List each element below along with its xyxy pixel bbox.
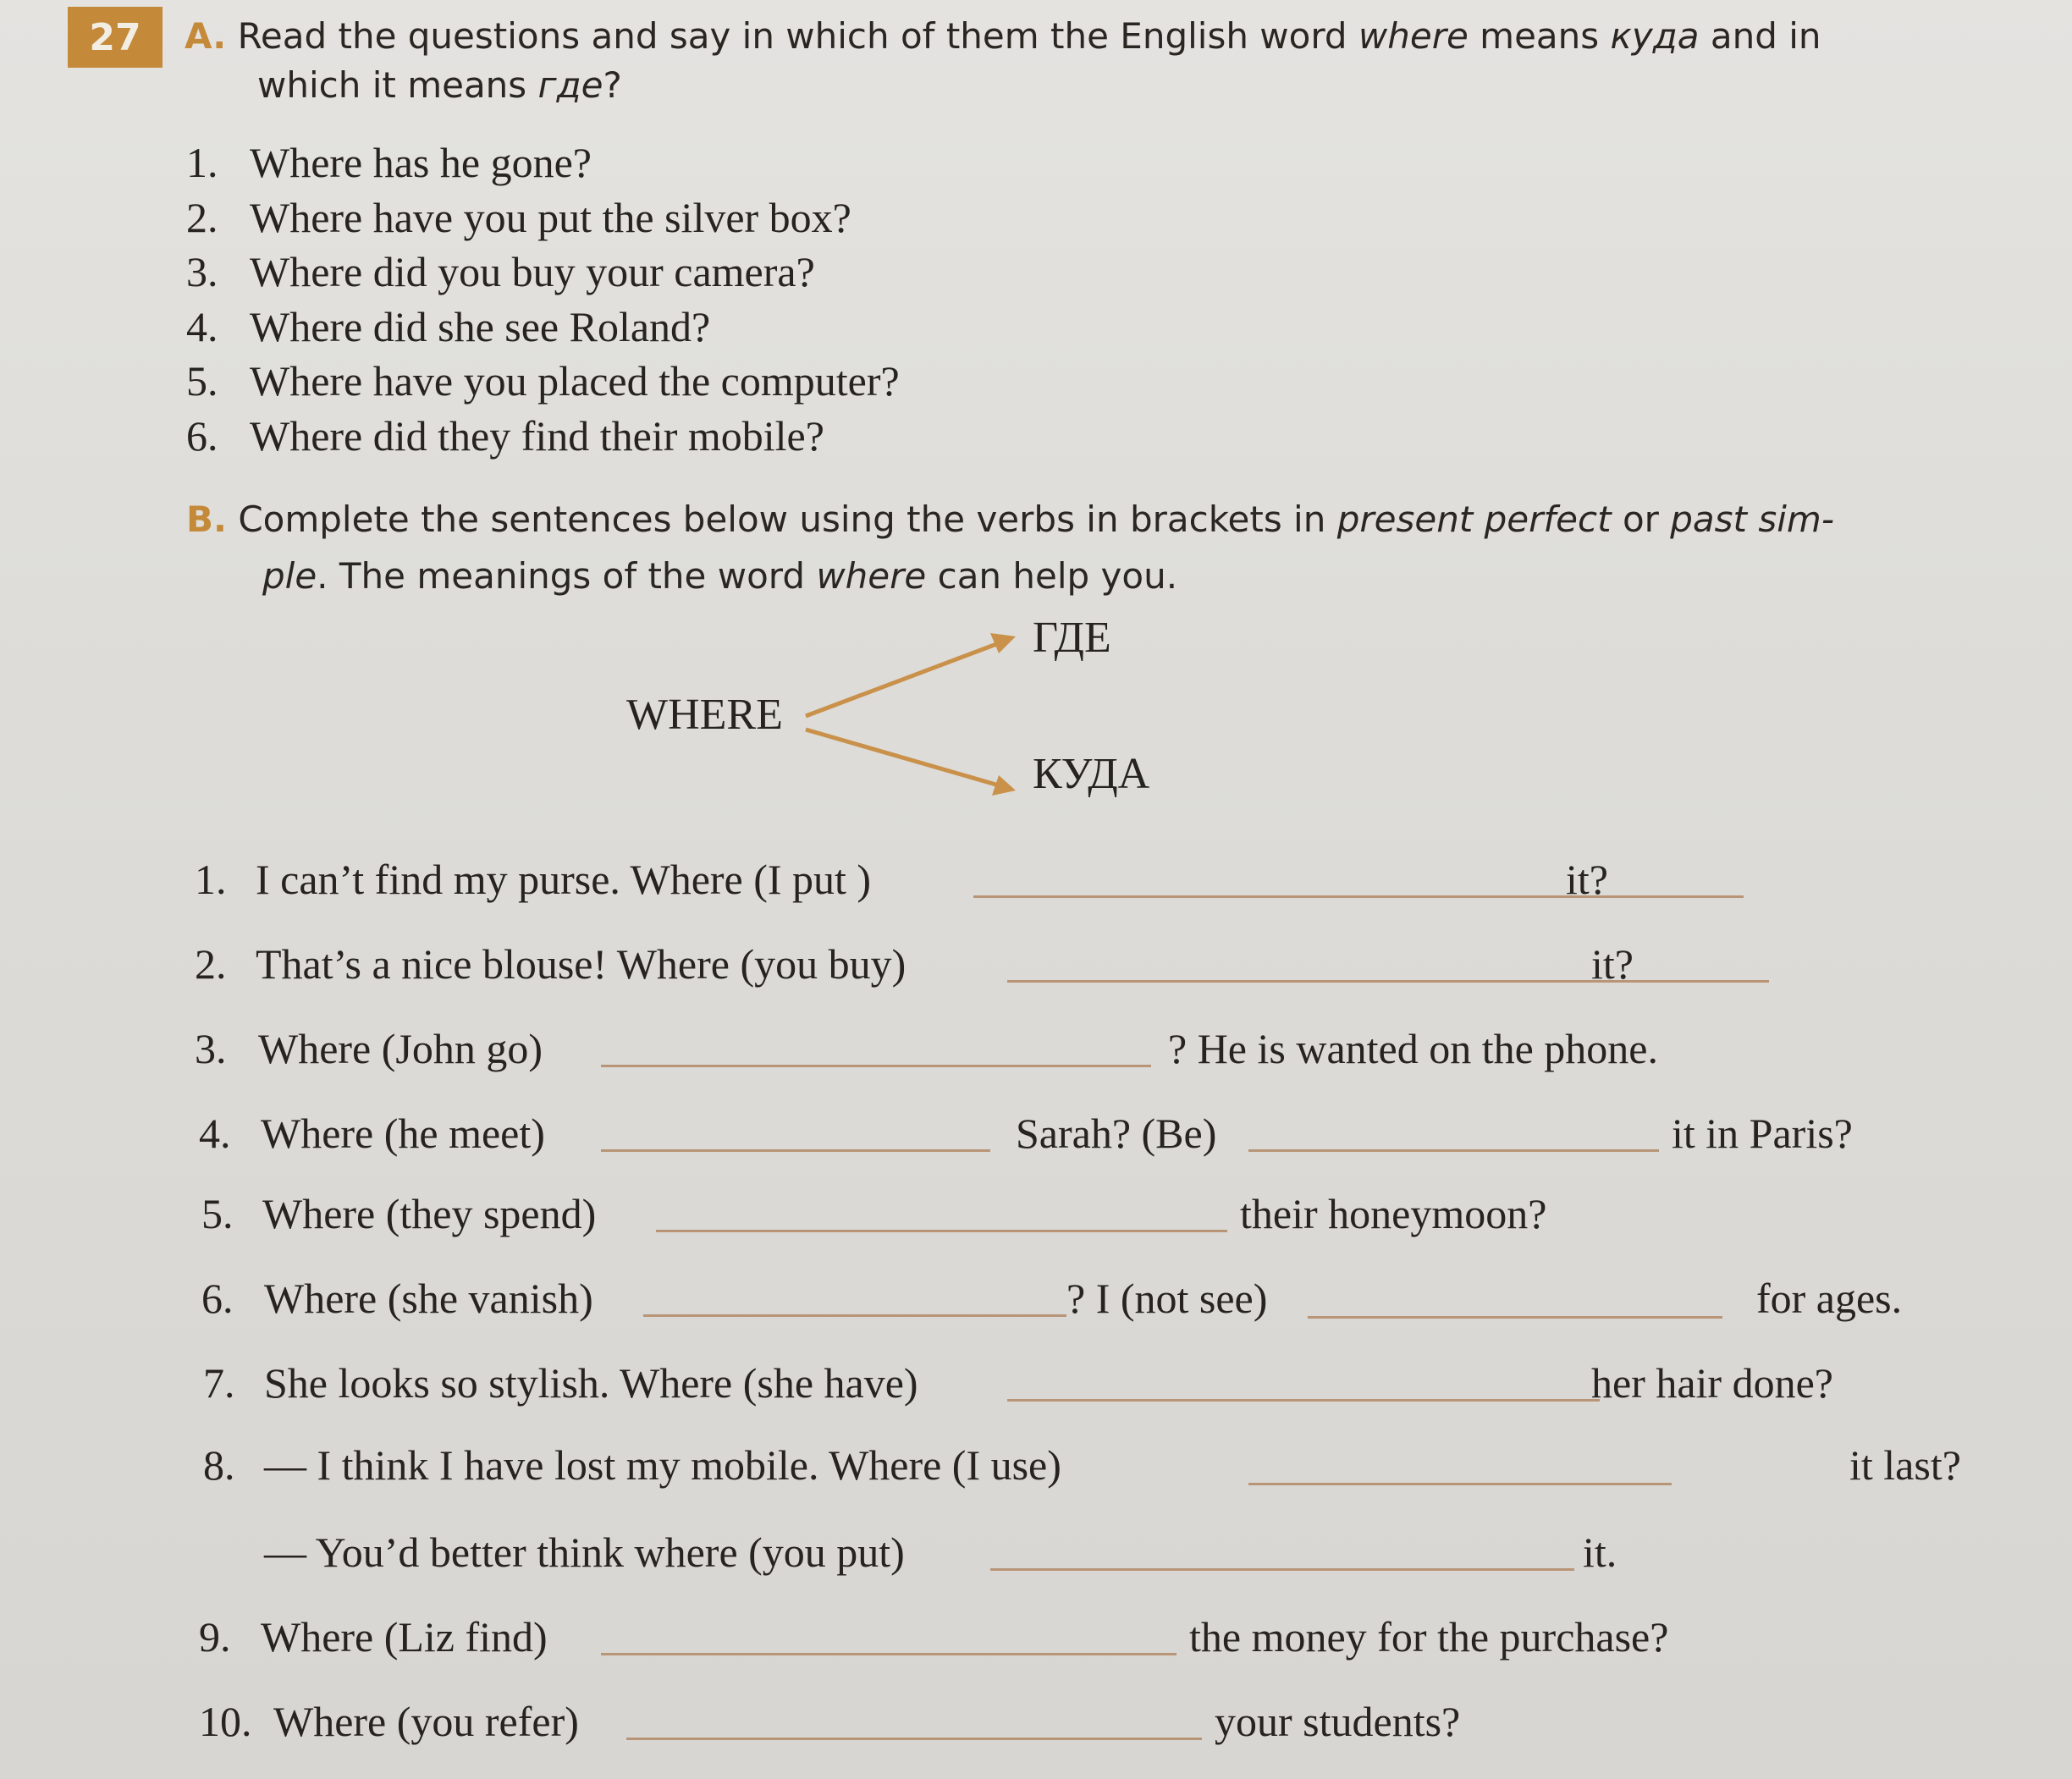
answer-blank[interactable] [973, 895, 1744, 898]
question-item [186, 245, 900, 300]
section-b-letter: B. [186, 498, 227, 540]
question-text: Where has he gone? [250, 139, 592, 186]
instruction-text: where [816, 555, 927, 597]
sentence-number: 3. [195, 1025, 227, 1072]
answer-blank[interactable] [601, 1149, 990, 1152]
sentence-number: 1. [195, 856, 227, 903]
question-text: Where have you placed the computer? [250, 357, 900, 405]
instruction-text: ple [262, 555, 317, 597]
sentence-text: the money for the purchase? [1189, 1613, 1669, 1661]
sentence-number: 10. [199, 1698, 252, 1745]
sentence-text: Where (Liz find) [261, 1613, 548, 1661]
instruction-text: Complete the sentences below using the verbs in brackets in [238, 498, 1337, 540]
question-item [186, 135, 900, 190]
section-b-instruction [186, 495, 1834, 544]
sentence-text: their honeymoon? [1240, 1190, 1547, 1237]
sentence-text: Where (John go) [258, 1025, 543, 1072]
diagram-target-kuda: КУДА [1033, 750, 1150, 798]
instruction-text: means [1468, 15, 1611, 57]
sentence-text: it? [1591, 940, 1634, 988]
instruction-text: . The meanings of the word [317, 555, 817, 597]
section-a-question-list [186, 135, 900, 463]
sentence-number: 9. [199, 1613, 231, 1661]
answer-blank[interactable] [1248, 1149, 1659, 1152]
instruction-text: and in [1699, 15, 1821, 57]
instruction-text: Read the questions and say in which of them the English word [237, 15, 1358, 57]
instruction-text: past sim- [1670, 498, 1834, 540]
question-item [186, 300, 900, 355]
question-item [186, 354, 900, 409]
diagram-target-gde: ГДЕ [1033, 614, 1111, 662]
sentence-text: She looks so stylish. Where (she have) [264, 1359, 918, 1407]
sentence-text: Where (you refer) [273, 1698, 579, 1745]
sentence-text: ? He is wanted on the phone. [1168, 1025, 1659, 1072]
instruction-text: где [537, 64, 603, 106]
sentence-text: — You’d better think where (you put) [264, 1528, 905, 1576]
question-item [186, 190, 900, 245]
section-a-instruction-line2 [257, 61, 622, 110]
sentence-text: it last? [1849, 1441, 1961, 1489]
sentence-text: Where (they spend) [262, 1190, 597, 1237]
question-number: 5. [186, 357, 218, 405]
question-number: 2. [186, 193, 218, 241]
diagram-source-where: WHERE [626, 691, 783, 739]
question-text: Where did you buy your camera? [250, 248, 815, 295]
answer-blank[interactable] [656, 1230, 1227, 1232]
question-number: 1. [186, 139, 218, 186]
question-text: Where have you put the silver box? [250, 193, 851, 241]
where-meaning-diagram [618, 609, 1210, 804]
sentence-text: her hair done? [1591, 1359, 1833, 1407]
sentence-number: 4. [199, 1110, 231, 1157]
sentence-number: 8. [203, 1441, 235, 1489]
sentence-text: I can’t find my purse. Where (I put ) [256, 856, 872, 903]
sentence-number: 5. [201, 1190, 234, 1237]
sentence-text: — I think I have lost my mobile. Where (I use) [264, 1441, 1061, 1489]
instruction-text: or [1611, 498, 1671, 540]
instruction-text: can help you. [926, 555, 1178, 597]
sentence-text: ? I (not see) [1066, 1275, 1268, 1322]
section-a-instruction [185, 12, 1821, 61]
instruction-text: ? [603, 64, 622, 106]
exercise-number-badge: 27 [68, 7, 163, 68]
answer-blank[interactable] [643, 1314, 1066, 1317]
sentence-number: 6. [201, 1275, 234, 1322]
question-text: Where did she see Roland? [250, 302, 711, 350]
sentence-text: it. [1583, 1528, 1617, 1576]
sentence-text: Where (she vanish) [264, 1275, 593, 1322]
instruction-text: which it means [257, 64, 538, 106]
instruction-text: present perfect [1336, 498, 1612, 540]
instruction-text: where [1358, 15, 1469, 57]
section-a-letter: A. [185, 15, 227, 57]
answer-blank[interactable] [1007, 1399, 1600, 1402]
sentence-text: it in Paris? [1672, 1110, 1853, 1157]
question-text: Where did they find their mobile? [250, 411, 824, 460]
question-number: 6. [186, 411, 218, 460]
sentence-text: for ages. [1756, 1275, 1903, 1322]
sentence-text: Sarah? (Be) [1016, 1110, 1217, 1157]
answer-blank[interactable] [1248, 1483, 1672, 1485]
question-number: 4. [186, 302, 218, 350]
sentence-number: 7. [203, 1359, 235, 1407]
answer-blank[interactable] [626, 1738, 1202, 1740]
question-item [186, 409, 900, 464]
instruction-text: куда [1610, 15, 1700, 57]
sentence-text: it? [1566, 856, 1608, 903]
sentence-number: 2. [195, 940, 227, 988]
question-number: 3. [186, 248, 218, 295]
answer-blank[interactable] [990, 1568, 1574, 1571]
answer-blank[interactable] [1007, 980, 1769, 983]
sentence-text: Where (he meet) [261, 1110, 545, 1157]
answer-blank[interactable] [601, 1653, 1177, 1655]
answer-blank[interactable] [601, 1065, 1151, 1067]
sentence-text: That’s a nice blouse! Where (you buy) [256, 940, 906, 988]
section-b-instruction-line2 [262, 552, 1177, 601]
sentence-text: your students? [1215, 1698, 1461, 1745]
answer-blank[interactable] [1308, 1316, 1722, 1319]
